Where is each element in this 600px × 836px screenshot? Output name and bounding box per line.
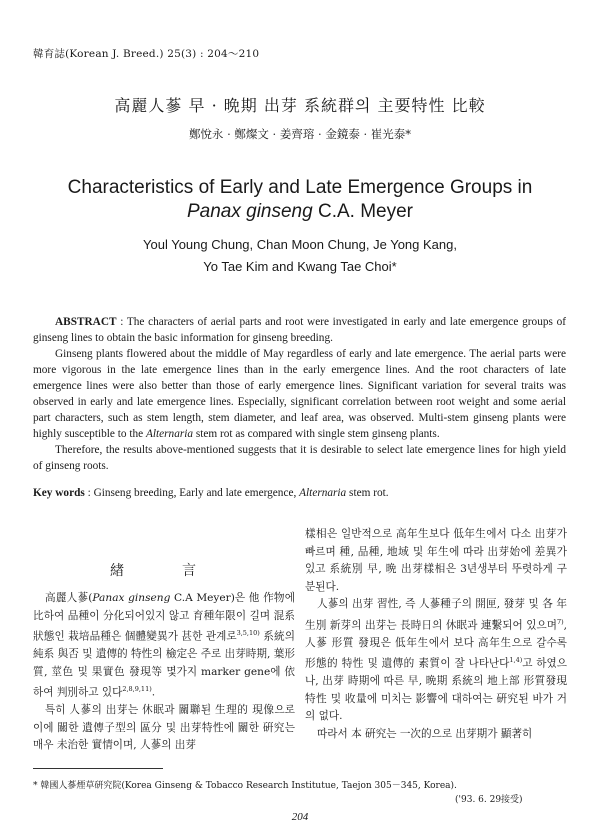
page-number: 204 bbox=[291, 811, 309, 823]
journal-reference: 韓育誌(Korean J. Breed.) 25(3) : 204～210 bbox=[33, 48, 260, 60]
abstract-alternaria: Alternaria bbox=[145, 428, 194, 440]
english-title bbox=[0, 176, 600, 224]
intro-para-4: 따라서 本 硏究는 一次的으로 出芽期가 顯著히 bbox=[317, 727, 533, 740]
intro-p1-d: . bbox=[151, 686, 156, 699]
intro-p3-b: , 人蔘 形質 發現은 低年生에서 보다 高年生으로 갈수록 形態的 特性 및 遺傳的 素質이 잘 나타난다 bbox=[305, 619, 567, 670]
section-heading-introduction: 緖 言 bbox=[110, 563, 218, 579]
abstract-para-2-text-b: stem rot as compared with single stem ginseng plants. bbox=[193, 428, 440, 440]
abstract bbox=[33, 314, 566, 474]
intro-p3-c: 고 하였으나, 出芽 時期에 따른 早, 晩期 系統의 地上部 形質發現 特性 및 收量에 미치는 影響에 대하여는 硏究된 바가 거의 없다. bbox=[305, 657, 567, 723]
keywords-alternaria: Alternaria bbox=[299, 487, 347, 499]
english-title-line1: Characteristics of Early and Late Emergence Groups in bbox=[67, 177, 533, 198]
intro-p1-a: 高麗人蔘( bbox=[45, 592, 93, 604]
keywords-label: Key words bbox=[33, 487, 85, 499]
citation-superscript: 3,5,10) bbox=[236, 629, 260, 637]
korean-title: 高麗人蔘 早 · 晩期 出芽 系統群의 主要特性 比較 bbox=[114, 96, 486, 115]
intro-para-1 bbox=[33, 590, 295, 702]
english-authors-line2: Yo Tae Kim and Kwang Tae Choi* bbox=[203, 259, 397, 274]
english-authors bbox=[0, 234, 600, 278]
intro-para-continued: 樣相은 일반적으로 高年生보다 低年生에서 다소 出芽가 빠르며 種, 品種, 地域 및 年生에 따라 出芽始에 差異가 있고 系統別 早, 晩 出芽樣相은 3년생부터 뚜렷하게 구분된다. bbox=[305, 528, 567, 593]
keywords-text-b: stem rot. bbox=[346, 487, 389, 499]
abstract-para-1-text: : The characters of aerial parts and root were investigated in early and late emergence groups of ginseng lines to obtain the basic information for ginseng breeding. bbox=[33, 316, 566, 344]
footnote-divider bbox=[33, 768, 163, 769]
abstract-para-2-text-a: Ginseng plants flowered about the middle of May regardless of early and late emergence. The aerial parts were more vigorous in the late emergence lines than in the early emergence lines. And the root characters of late emergence lines were also better than those of early emergence lines. Significant variation for several traits was observed in early and late emergence lines. Especially, significant correlation between root weight and some aerial part characters, such as stem length, stem diameter, and leaf area, was observed. Multi-stem ginseng plants were highly susceptible to the bbox=[33, 348, 566, 440]
keywords bbox=[33, 487, 566, 499]
intro-column-left bbox=[33, 560, 295, 755]
species-name: Panax ginseng bbox=[186, 201, 313, 222]
keywords-text-a: : Ginseng breeding, Early and late emergence, bbox=[84, 487, 300, 499]
intro-p3-a: 人蔘의 出芽 習性, 즉 人蔘種子의 開匣, 發芽 및 各 年生別 新芽의 出芽는 長時日의 休眠과 連繫되어 있으며 bbox=[305, 598, 567, 632]
intro-p1-b: C.A Meyer)은 他 作物에 比하여 品種이 分化되어있지 않고 育種年限이 길며 混系狀態인 栽培品種은 個體變異가 甚한 관계로 bbox=[33, 592, 295, 643]
english-authors-line1: Youl Young Chung, Chan Moon Chung, Je Yong Kang, bbox=[143, 237, 457, 252]
abstract-label: ABSTRACT bbox=[55, 316, 117, 328]
english-title-line2 bbox=[0, 200, 600, 224]
intro-p1-species: Panax ginseng bbox=[92, 592, 171, 604]
affiliation-footnote: * 韓國人蔘煙草硏究院(Korea Ginseng & Tobacco Research Institutue, Taejon 305－345, Korea). bbox=[33, 781, 457, 791]
abstract-para-2 bbox=[33, 346, 566, 442]
species-authority: C.A. Meyer bbox=[312, 201, 414, 222]
korean-authors: 鄭悅永 · 鄭燦文 · 姜齊瑢 · 金鏡泰 · 崔光泰* bbox=[188, 127, 412, 141]
abstract-para-3: Therefore, the results above-mentioned suggests that it is desirable to select late emergence lines for high yield of ginseng roots. bbox=[33, 444, 566, 472]
intro-para-3 bbox=[305, 596, 567, 726]
intro-p1-c: 系統의 純系 與否 및 遺傳的 特性의 檢定은 주로 出芽時期, 葉形質, 莖色 및 果實色 發現等 몇가지 marker gene에 依하여 判別하고 있다 bbox=[33, 630, 295, 699]
citation-superscript: 7) bbox=[556, 617, 564, 626]
citation-superscript: 2,8,9,11) bbox=[122, 685, 152, 694]
abstract-para-1 bbox=[33, 314, 566, 346]
received-date: ('93. 6. 29接受) bbox=[455, 795, 523, 805]
intro-para-2: 특히 人蔘의 出芽는 休眠과 關聯된 生理的 現像으로 이에 關한 遺傳子型의 區分 및 出芽特性에 關한 硏究는 매우 未治한 實情이며, 人蔘의 出芽 bbox=[33, 704, 295, 752]
intro-column-right bbox=[305, 526, 567, 743]
citation-superscript: 1,4) bbox=[509, 656, 523, 665]
